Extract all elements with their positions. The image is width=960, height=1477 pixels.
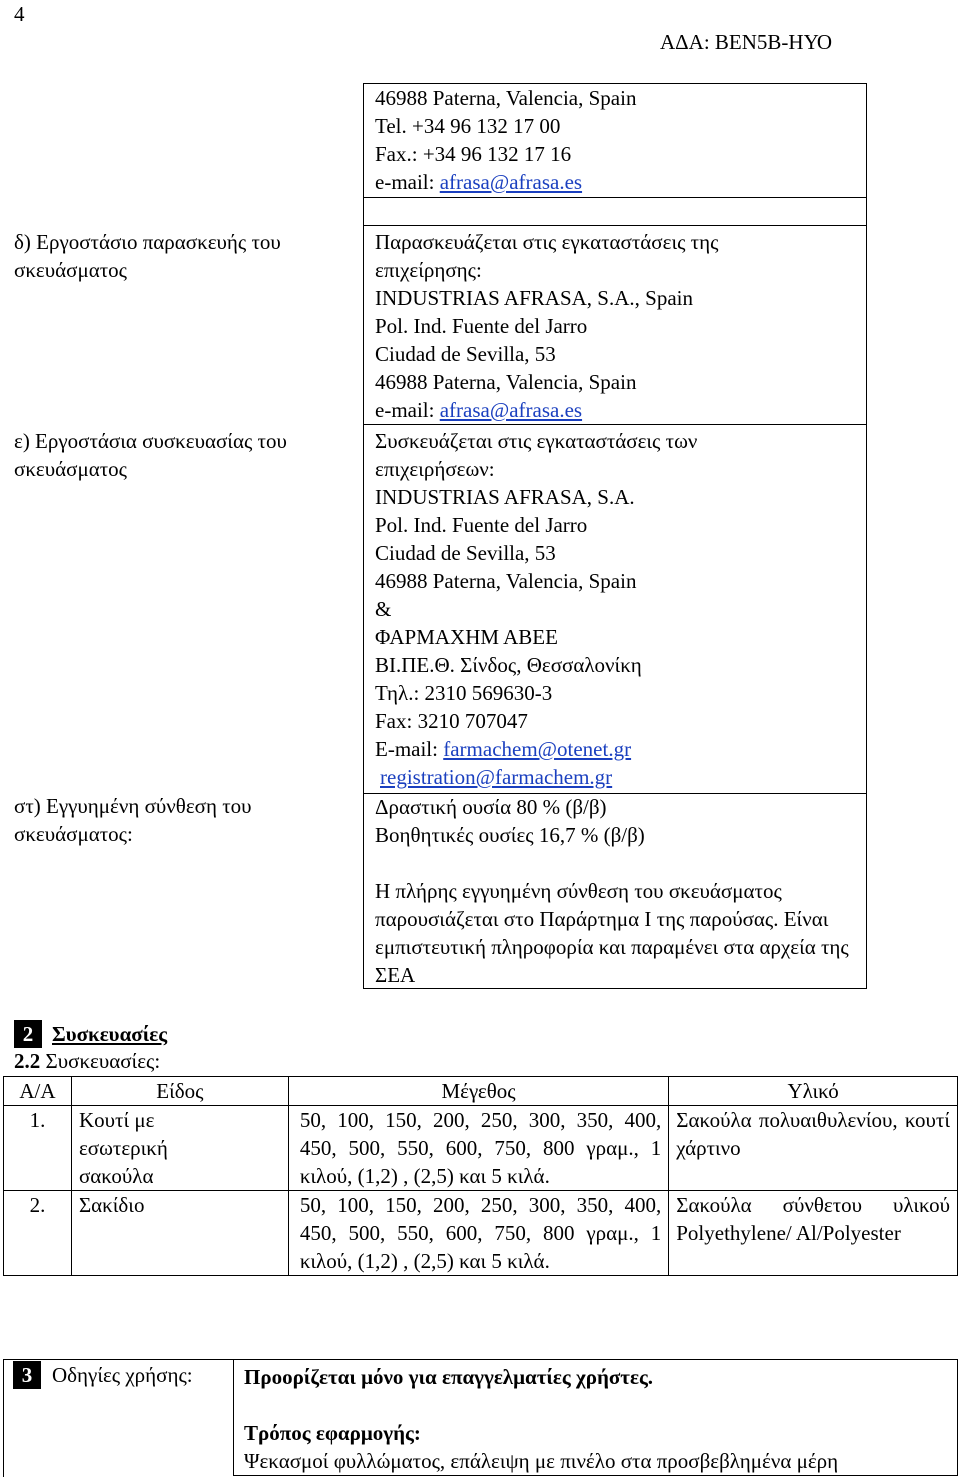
packaging-table bbox=[3, 1076, 958, 1276]
e-line: ΦΑΡΜΑΧΗΜ ΑΒΕΕ bbox=[375, 625, 558, 649]
column-header: Είδος bbox=[71, 1077, 288, 1106]
application-method-title: Τρόπος εφαρμογής: bbox=[244, 1421, 421, 1445]
d-line: INDUSTRIAS AFRASA, S.A., Spain bbox=[375, 286, 693, 310]
application-method-text: Ψεκασμοί φυλλώματος, επάλειψη με πινέλο στα προσβεβλημένα μέρη bbox=[244, 1449, 839, 1473]
section-st-box bbox=[363, 793, 867, 989]
section-3-number: 3 bbox=[13, 1361, 41, 1389]
e-line: Pol. Ind. Fuente del Jarro bbox=[375, 513, 588, 537]
top-email-line: e-mail: afrasa@afrasa.es bbox=[375, 170, 583, 194]
divider bbox=[363, 197, 867, 198]
column-header: Υλικό bbox=[669, 1077, 958, 1106]
top-line: Fax.: +34 96 132 17 16 bbox=[375, 142, 572, 166]
section-d-box bbox=[363, 225, 867, 425]
e-line: INDUSTRIAS AFRASA, S.A. bbox=[375, 485, 635, 509]
section-d-label: δ) Εργοστάσιο παρασκευής του σκευάσματος bbox=[14, 230, 281, 282]
email-link[interactable]: afrasa@afrasa.es bbox=[439, 398, 583, 422]
section-e-label: ε) Εργοστάσια συσκευασίας του σκευάσματος bbox=[14, 429, 287, 481]
ada-code: ΑΔΑ: ΒΕΝ5Β-ΗΥΟ bbox=[660, 30, 833, 54]
section-2-number: 2 bbox=[14, 1020, 42, 1048]
auxiliary-substances: Βοηθητικές ουσίες 16,7 % (β/β) bbox=[375, 823, 645, 847]
table-cell: Σακούλα πολυαιθυλενίου, κουτί χάρτινο bbox=[669, 1106, 958, 1191]
top-line: 46988 Paterna, Valencia, Spain bbox=[375, 86, 637, 110]
column-header: Α/Α bbox=[4, 1077, 72, 1106]
e-email2-line bbox=[375, 763, 866, 791]
e-line: Τηλ.: 2310 569630-3 bbox=[375, 681, 553, 705]
d-email-line: e-mail: afrasa@afrasa.es bbox=[375, 398, 583, 422]
email-link[interactable]: afrasa@afrasa.es bbox=[439, 170, 583, 194]
e-line: επιχειρήσεων: bbox=[375, 457, 495, 481]
section-e-box bbox=[363, 424, 867, 794]
e-line: Fax: 3210 707047 bbox=[375, 709, 528, 733]
e-line: 46988 Paterna, Valencia, Spain bbox=[375, 569, 637, 593]
d-line: Pol. Ind. Fuente del Jarro bbox=[375, 314, 588, 338]
table-cell: 50, 100, 150, 200, 250, 300, 350, 400, 450, 500, 550, 600, 750, 800 γραμ., 1 κιλού, (1,2) , (2,5) και 5 κιλά. bbox=[288, 1106, 668, 1191]
spacer bbox=[244, 1391, 947, 1419]
d-line: 46988 Paterna, Valencia, Spain bbox=[375, 370, 637, 394]
d-line: Ciudad de Sevilla, 53 bbox=[375, 342, 556, 366]
spacer bbox=[375, 849, 852, 877]
table-cell: 1. bbox=[4, 1106, 72, 1191]
e-email-line: E-mail: farmachem@otenet.gr bbox=[375, 737, 632, 761]
column-header: Μέγεθος bbox=[288, 1077, 668, 1106]
e-line: Ciudad de Sevilla, 53 bbox=[375, 541, 556, 565]
section-3-content-box bbox=[233, 1359, 958, 1476]
table-cell: 50, 100, 150, 200, 250, 300, 350, 400, 450, 500, 550, 600, 750, 800 γραμ., 1 κιλού, (1,2) , (2,5) και 5 κιλά. bbox=[288, 1191, 668, 1276]
active-substance: Δραστική ουσία 80 % (β/β) bbox=[375, 795, 607, 819]
e-line: Συσκευάζεται στις εγκαταστάσεις των bbox=[375, 429, 698, 453]
email-link[interactable]: farmachem@otenet.gr bbox=[443, 737, 632, 761]
table-cell: Κουτί με εσωτερική σακούλα bbox=[71, 1106, 288, 1191]
table-header-row bbox=[4, 1077, 958, 1106]
section-2-title: Συσκευασίες bbox=[52, 1022, 168, 1046]
section-3 bbox=[3, 1359, 958, 1477]
table-cell: 2. bbox=[4, 1191, 72, 1276]
table-cell: Σακούλα σύνθετου υλικού Polyethylene/ Al/Polyester bbox=[669, 1191, 958, 1276]
table-row bbox=[4, 1191, 958, 1276]
d-line: Παρασκευάζεται στις εγκαταστάσεις της bbox=[375, 230, 719, 254]
d-line: επιχείρησης: bbox=[375, 258, 482, 282]
section-st-label: στ) Εγγυημένη σύνθεση του σκευάσματος: bbox=[14, 794, 252, 846]
email-link[interactable]: registration@farmachem.gr bbox=[380, 765, 613, 789]
e-line: ΒΙ.ΠΕ.Θ. Σίνδος, Θεσσαλονίκη bbox=[375, 653, 642, 677]
section-3-label: Οδηγίες χρήσης: bbox=[52, 1363, 193, 1387]
page-number: 4 bbox=[14, 2, 25, 26]
e-line: & bbox=[375, 597, 392, 621]
top-address-box bbox=[363, 83, 867, 226]
table-cell: Σακίδιο bbox=[71, 1191, 288, 1276]
section-2-subtitle: 2.2 Συσκευασίες: bbox=[14, 1049, 161, 1073]
composition-note: Η πλήρης εγγυημένη σύνθεση του σκευάσματος παρουσιάζεται στο Παράρτημα Ι της παρούσας. Είναι εμπιστευτική πληροφορία και παραμένει στα αρχεία της ΣΕΑ bbox=[375, 879, 849, 987]
top-line: Tel. +34 96 132 17 00 bbox=[375, 114, 561, 138]
professional-users-note: Προορίζεται μόνο για επαγγελματίες χρήστες. bbox=[244, 1365, 654, 1389]
table-row bbox=[4, 1106, 958, 1191]
